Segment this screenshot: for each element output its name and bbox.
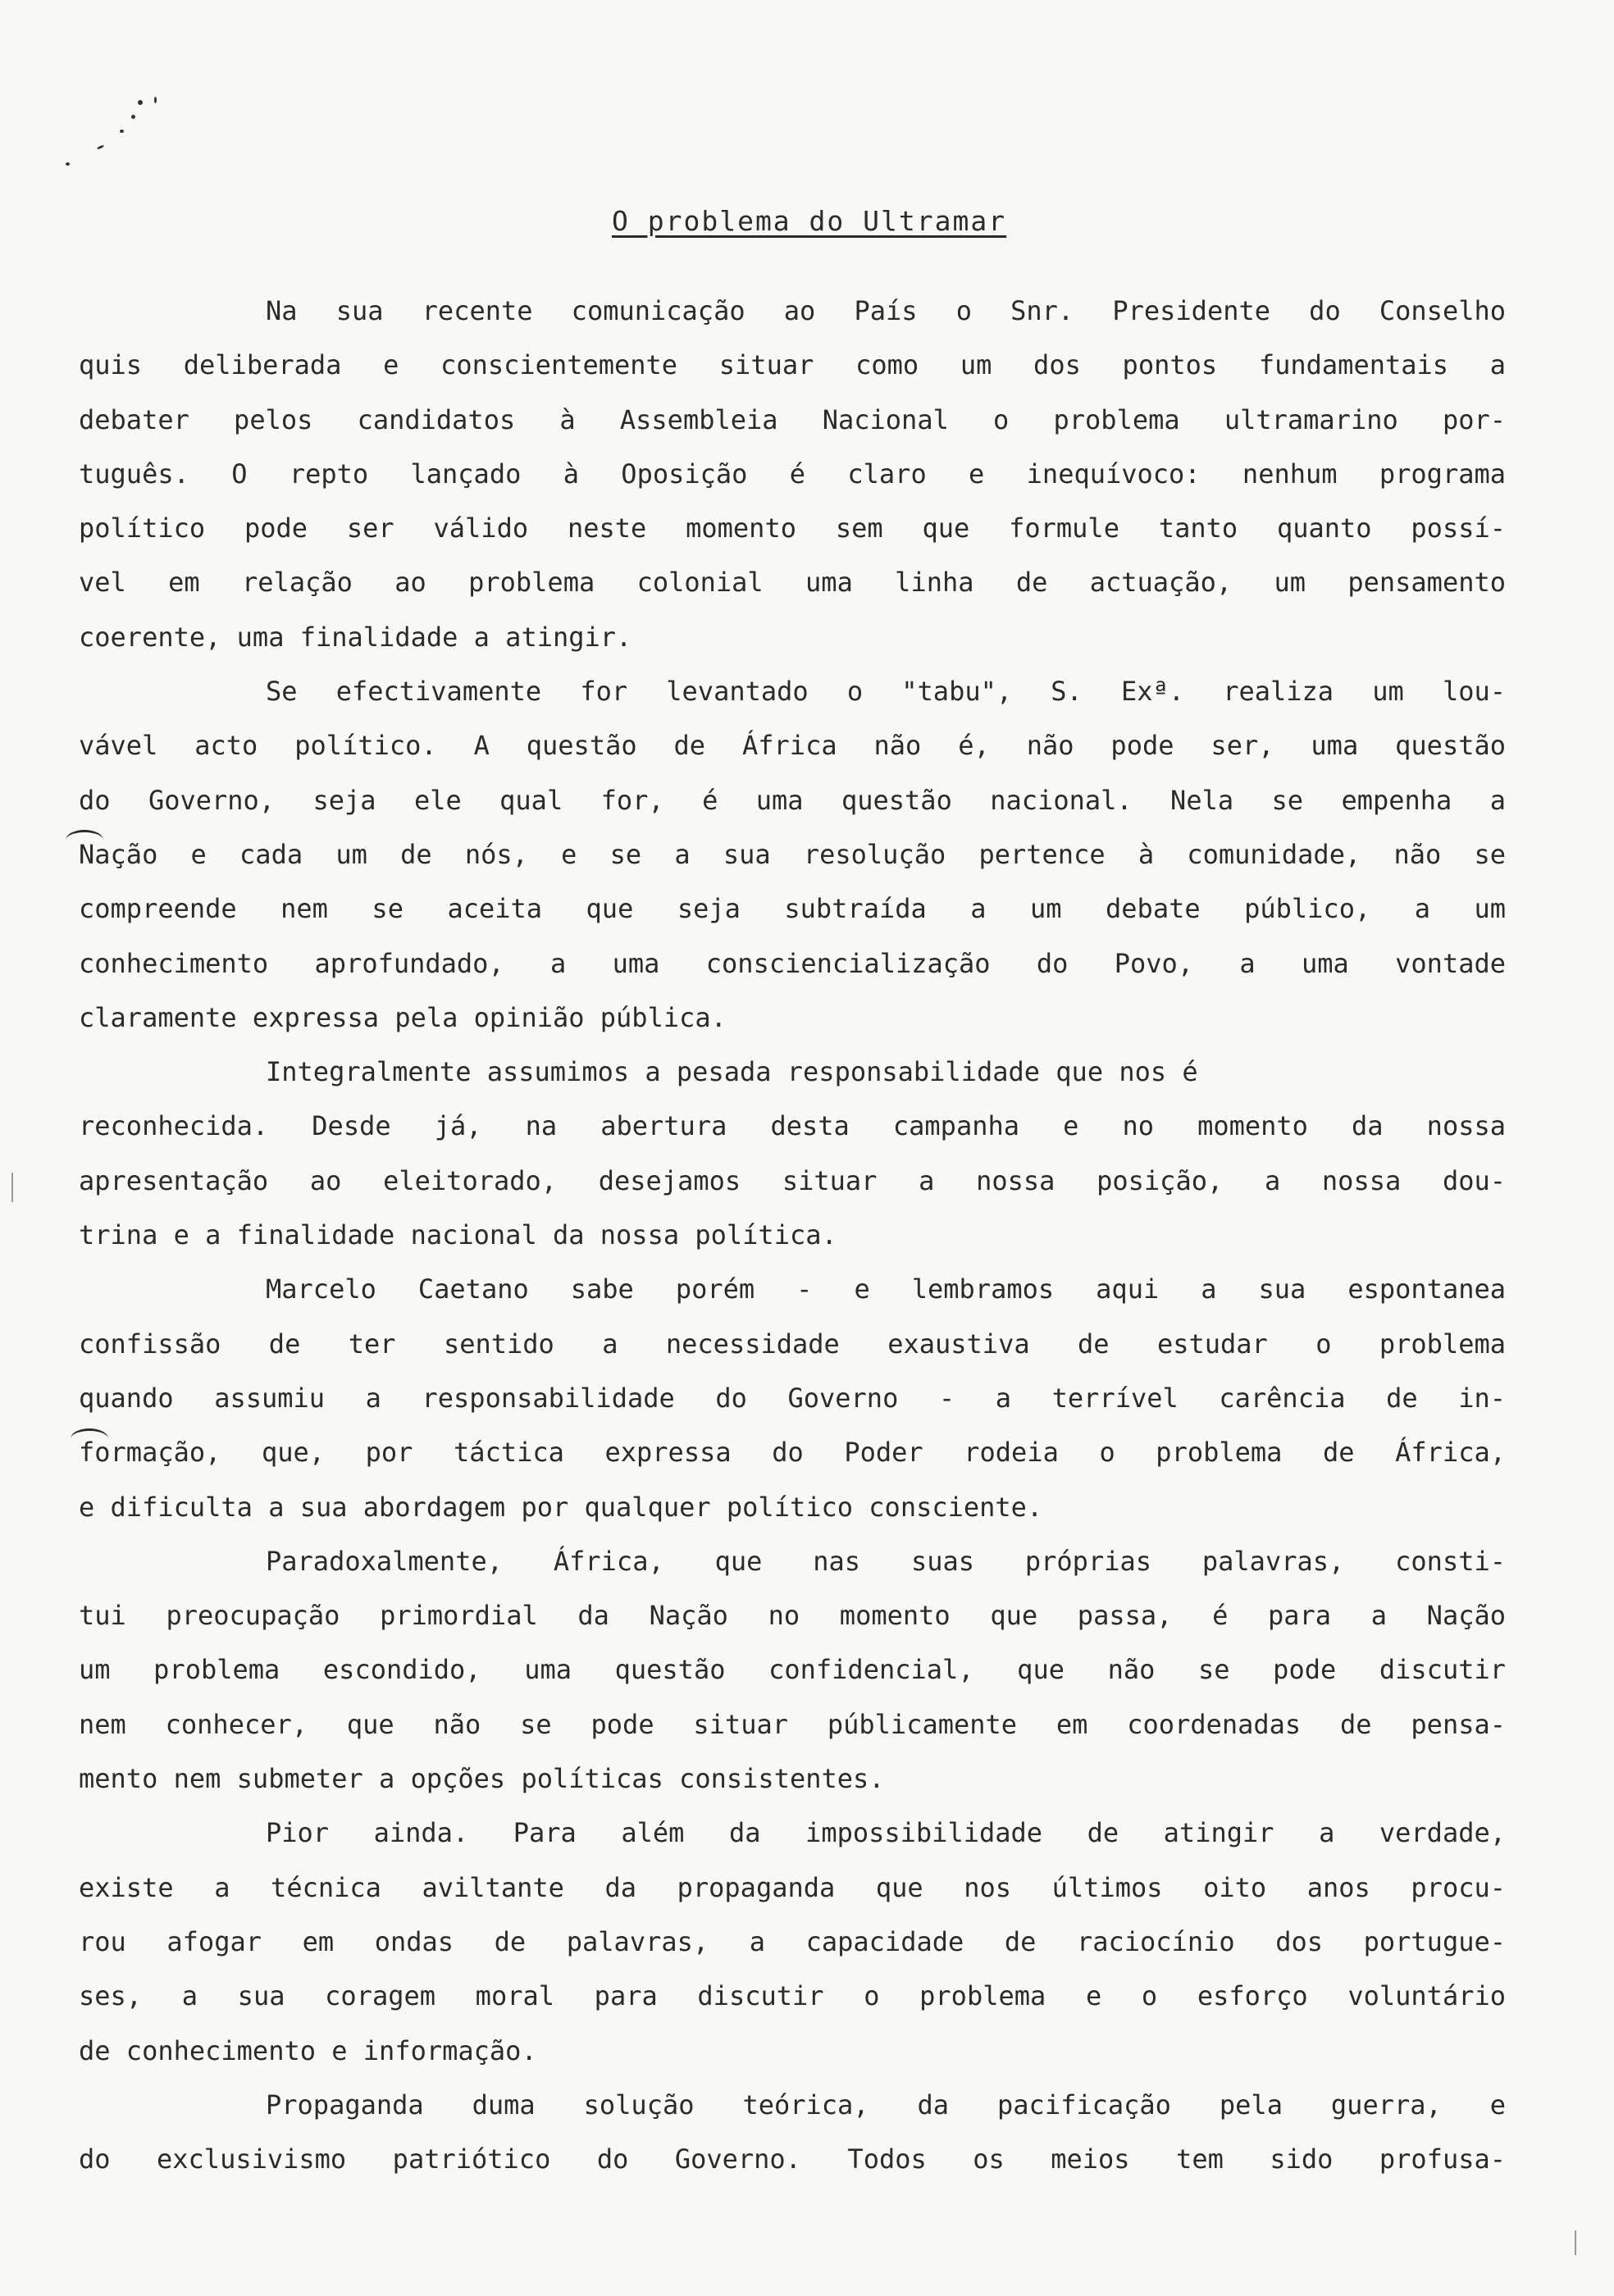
ink-speck — [120, 130, 124, 133]
text-line: um problema escondido, uma questão confidencial, que não se pode discutir — [79, 1654, 1506, 1686]
text-line: Integralmente assumimos a pesada responsabilidade que nos é — [266, 1056, 1198, 1088]
text-line: Marcelo Caetano sabe porém - e lembramos aqui a sua espontanea — [266, 1273, 1506, 1305]
text-line: trina e a finalidade nacional da nossa política. — [79, 1219, 837, 1251]
paragraph — [79, 1806, 1506, 2077]
text-line: e dificulta a sua abordagem por qualquer político consciente. — [79, 1491, 1043, 1523]
text-line: rou afogar em ondas de palavras, a capacidade de raciocínio dos portugue- — [79, 1925, 1506, 1957]
text-line: coerente, uma finalidade a atingir. — [79, 621, 632, 653]
text-line: nem conhecer, que não se pode situar públicamente em coordenadas de pensa- — [79, 1708, 1506, 1740]
paragraph — [79, 1262, 1506, 1533]
text-line: Se efectivamente for levantado o "tabu", S. Exª. realiza um lou- — [266, 676, 1506, 708]
text-line: Pior ainda. Para além da impossibilidade de atingir a verdade, — [266, 1817, 1506, 1849]
text-line: existe a técnica aviltante da propaganda que nos últimos oito anos procu- — [79, 1871, 1506, 1903]
text-line: do exclusivismo patriótico do Governo. Todos os meios tem sido profusa- — [79, 2143, 1506, 2175]
text-line: confissão de ter sentido a necessidade exaustiva de estudar o problema — [79, 1328, 1506, 1360]
text-line: vel em relação ao problema colonial uma linha de actuação, um pensamento — [79, 567, 1506, 599]
text-line: quando assumiu a responsabilidade do Governo - a terrível carência de in- — [79, 1382, 1506, 1414]
ink-speck — [131, 115, 135, 119]
paragraph — [79, 2078, 1506, 2187]
ink-speck — [66, 162, 70, 166]
text-line: vável acto político. A questão de África não é, não pode ser, uma questão — [79, 730, 1506, 762]
paragraph — [79, 284, 1506, 664]
text-line: mento nem submeter a opções políticas consistentes. — [79, 1763, 885, 1795]
text-line: tui preocupação primordial da Nação no momento que passa, é para a Nação — [79, 1600, 1506, 1632]
text-line: Na sua recente comunicação ao País o Snr. Presidente do Conselho — [266, 295, 1506, 326]
page-edge-mark — [11, 1173, 13, 1202]
text-line: Nação e cada um de nós, e se a sua resolução pertence à comunidade, não se — [79, 838, 1506, 870]
text-line: debater pelos candidatos à Assembleia Nacional o problema ultramarino por- — [79, 403, 1506, 435]
page-edge-mark — [1575, 2230, 1576, 2255]
ink-speck — [154, 97, 157, 103]
text-line: apresentação ao eleitorado, desejamos situar a nossa posição, a nossa dou- — [79, 1164, 1506, 1196]
text-line: político pode ser válido neste momento sem que formule tanto quanto possí- — [79, 512, 1506, 544]
text-line: claramente expressa pela opinião pública. — [79, 1001, 727, 1033]
ink-speck — [97, 144, 104, 150]
text-line: reconhecida. Desde já, na abertura desta campanha e no momento da nossa — [79, 1110, 1506, 1142]
paragraph — [79, 664, 1506, 1045]
ink-speck — [138, 100, 143, 105]
text-line: de conhecimento e informação. — [79, 2034, 537, 2066]
text-line: quis deliberada e conscientemente situar como um dos pontos fundamentais a — [79, 349, 1506, 381]
text-line: ses, a sua coragem moral para discutir o problema e o esforço voluntário — [79, 1980, 1506, 2012]
document-title: O problema do Ultramar — [612, 205, 1007, 237]
text-line: conhecimento aprofundado, a uma consciencialização do Povo, a uma vontade — [79, 947, 1506, 979]
document-body — [79, 284, 1506, 2186]
text-line: do Governo, seja ele qual for, é uma questão nacional. Nela se empenha a — [79, 784, 1506, 816]
text-line: Propaganda duma solução teórica, da pacificação pela guerra, e — [266, 2089, 1506, 2121]
paragraph — [79, 1045, 1506, 1262]
text-line: Paradoxalmente, África, que nas suas próprias palavras, consti- — [266, 1545, 1506, 1577]
text-line: tuguês. O repto lançado à Oposição é claro e inequívoco: nenhum programa — [79, 458, 1506, 490]
text-line: compreende nem se aceita que seja subtraída a um debate público, a um — [79, 893, 1506, 925]
paragraph — [79, 1534, 1506, 1806]
text-line: formação, que, por táctica expressa do Poder rodeia o problema de África, — [79, 1437, 1506, 1469]
